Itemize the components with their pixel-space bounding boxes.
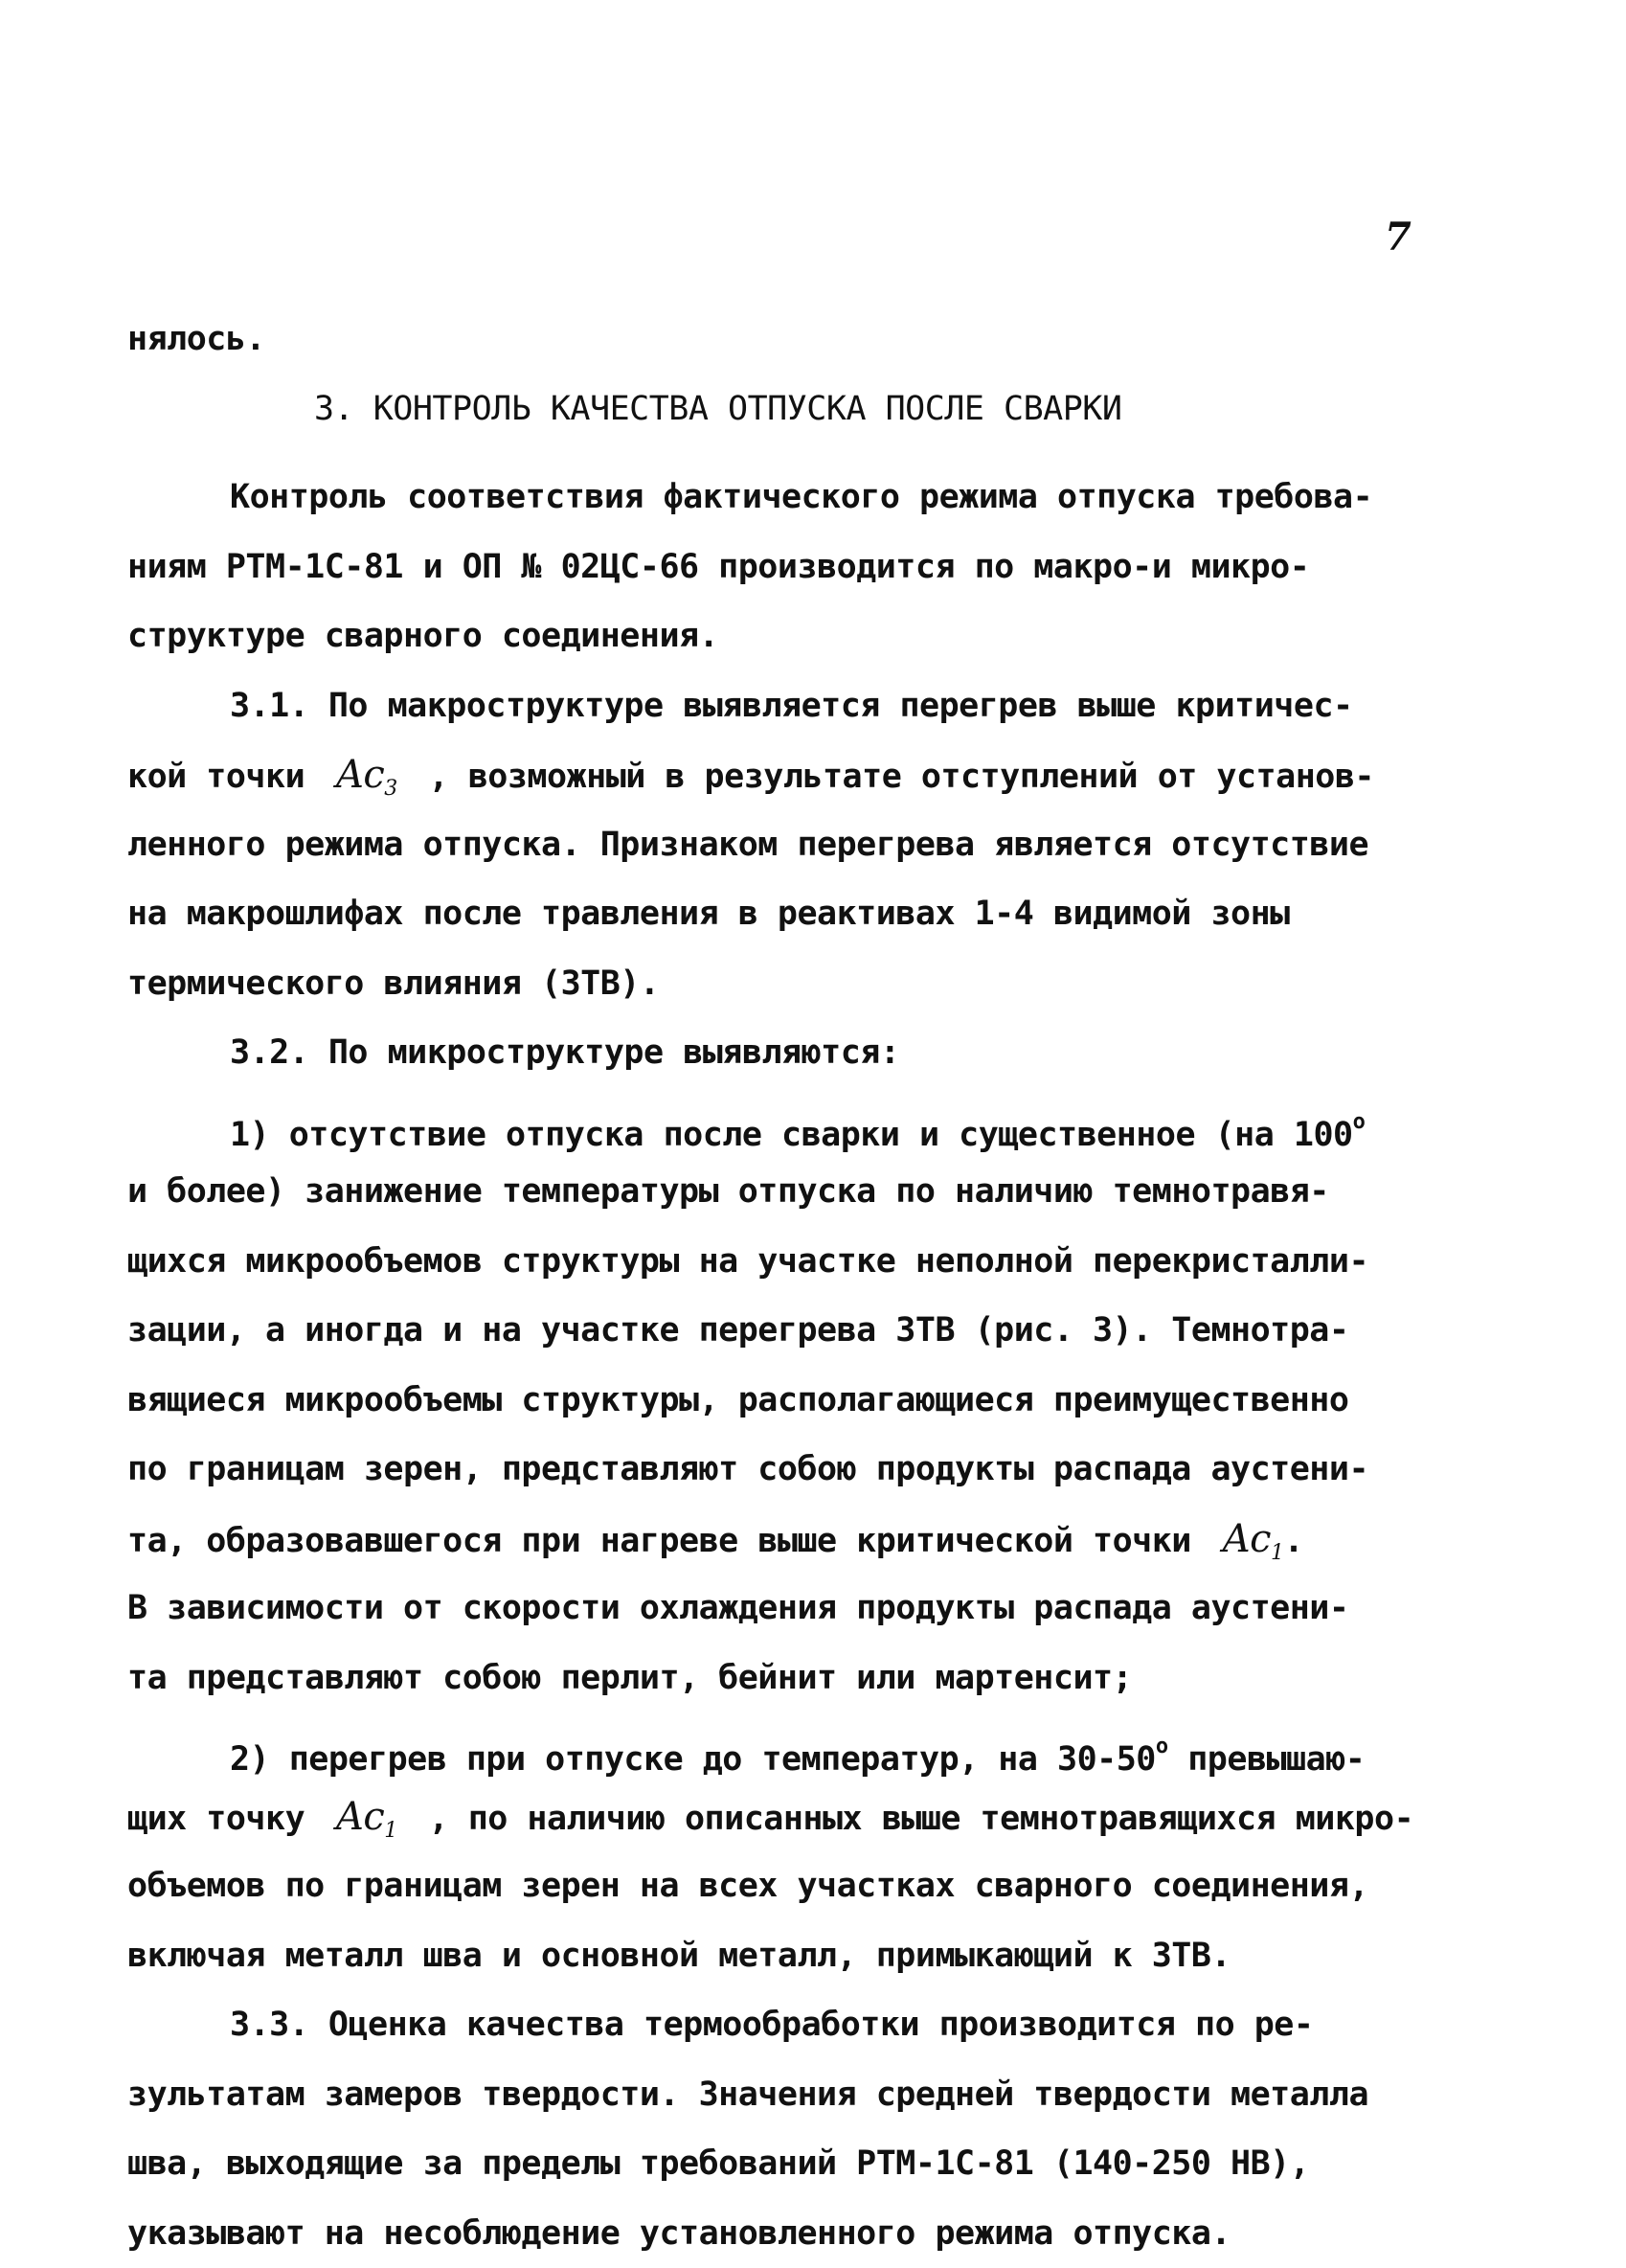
ac3-symbol bbox=[325, 753, 409, 797]
text-line: термического влияния (ЗТВ). bbox=[127, 949, 1487, 1019]
ac1-symbol bbox=[325, 1795, 409, 1839]
text-line bbox=[127, 1712, 1487, 1782]
text-segment: 2) перегрев при отпуске до температур, на 30-50 bbox=[230, 1740, 1156, 1779]
text-line: ниям РТМ-1С-81 и ОП № 02ЦС-66 производится по макро-и микро- bbox=[127, 533, 1487, 602]
text-line: шва, выходящие за пределы требований РТМ-1С-81 (140-250 НВ), bbox=[127, 2129, 1487, 2199]
text-line: по границам зерен, представляют собою продукты распада аустени- bbox=[127, 1435, 1487, 1505]
text-line: вящиеся микрообъемы структуры, располагающиеся преимущественно bbox=[127, 1366, 1487, 1436]
text-segment: та, образовавшегося при нагреве выше критической точки bbox=[127, 1522, 1191, 1560]
text-segment: . bbox=[1283, 1522, 1303, 1560]
text-line: В зависимости от скорости охлаждения продукты распада аустени- bbox=[127, 1574, 1487, 1644]
text-line bbox=[127, 1782, 1487, 1852]
ac-subscript: 1 bbox=[384, 1819, 397, 1843]
ac-letters: Ac bbox=[336, 753, 384, 797]
text-line: 3.3. Оценка качества термообработки производится по ре- bbox=[127, 1990, 1487, 2060]
text-line bbox=[127, 740, 1487, 810]
text-segment: , возможный в результате отступлений от установ- bbox=[429, 758, 1374, 796]
body-text bbox=[127, 305, 1487, 2268]
text-line: нялось. bbox=[127, 305, 1487, 374]
text-line: и более) занижение температуры отпуска по наличию темнотравя- bbox=[127, 1157, 1487, 1227]
ac-letters: Ac bbox=[1223, 1517, 1271, 1561]
text-line bbox=[127, 1088, 1487, 1158]
page-number: 7 bbox=[1385, 215, 1411, 260]
degree-symbol: о bbox=[1156, 1735, 1168, 1758]
ac-letters: Ac bbox=[336, 1795, 384, 1839]
text-line: Контроль соответствия фактического режима отпуска требова- bbox=[127, 463, 1487, 533]
text-line: 3.1. По макроструктуре выявляется перегрев выше критичес- bbox=[127, 671, 1487, 741]
text-line: объемов по границам зерен на всех участках сварного соединения, bbox=[127, 1851, 1487, 1921]
degree-symbol: о bbox=[1353, 1110, 1366, 1134]
text-line: зации, а иногда и на участке перегрева ЗТВ (рис. 3). Темнотра- bbox=[127, 1296, 1487, 1366]
text-segment: , по наличию описанных выше темнотравящихся микро- bbox=[429, 1800, 1414, 1838]
section-heading: 3. КОНТРОЛЬ КАЧЕСТВА ОТПУСКА ПОСЛЕ СВАРКИ bbox=[127, 374, 1487, 444]
text-segment: превышаю- bbox=[1168, 1740, 1366, 1779]
text-segment: кой точки bbox=[127, 758, 305, 796]
text-line: на макрошлифах после травления в реактивах 1-4 видимой зоны bbox=[127, 879, 1487, 949]
ac-subscript: 1 bbox=[1271, 1541, 1284, 1565]
ac1-symbol bbox=[1210, 1517, 1283, 1561]
ac-subscript: 3 bbox=[384, 777, 397, 801]
text-segment: щих точку bbox=[127, 1800, 305, 1838]
text-line: зультатам замеров твердости. Значения средней твердости металла bbox=[127, 2060, 1487, 2130]
text-line: структуре сварного соединения. bbox=[127, 601, 1487, 671]
text-segment: 1) отсутствие отпуска после сварки и существенное (на 100 bbox=[230, 1116, 1353, 1154]
text-line bbox=[127, 1505, 1487, 1575]
text-line: указывают на несоблюдение установленного режима отпуска. bbox=[127, 2199, 1487, 2268]
text-line: щихся микрообъемов структуры на участке неполной перекристалли- bbox=[127, 1227, 1487, 1297]
text-line: ленного режима отпуска. Признаком перегрева является отсутствие bbox=[127, 810, 1487, 880]
text-line: включая металл шва и основной металл, примыкающий к ЗТВ. bbox=[127, 1921, 1487, 1991]
text-line: та представляют собою перлит, бейнит или мартенсит; bbox=[127, 1644, 1487, 1713]
text-line: 3.2. По микроструктуре выявляются: bbox=[127, 1018, 1487, 1088]
